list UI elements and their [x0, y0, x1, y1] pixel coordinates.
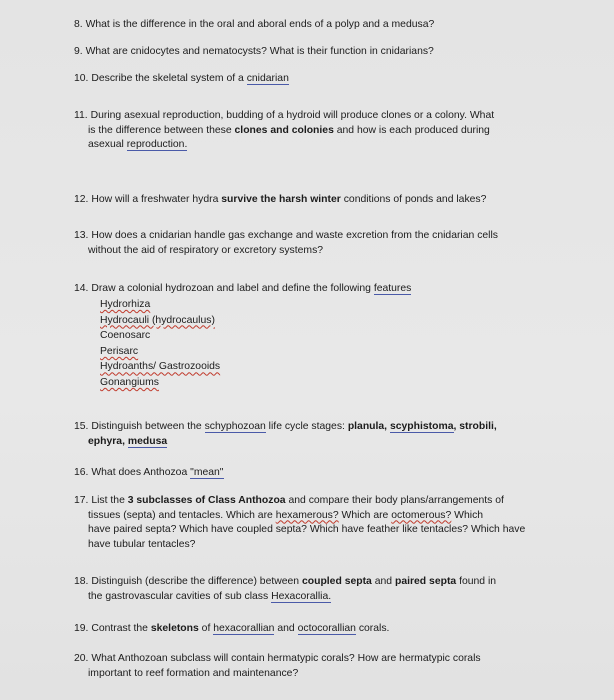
question-text: What does Anthozoa — [91, 467, 191, 478]
question-12 — [74, 193, 574, 208]
question-text-line1: What Anthozoan subclass will contain hermatypic corals? How are hermatypic corals — [91, 653, 481, 664]
question-9 — [74, 45, 574, 60]
hyperlink-cnidarian[interactable]: cnidarian — [246, 73, 289, 84]
question-number: 12. — [74, 194, 89, 205]
question-text-line2: tissues (septa) and tentacles. Which are hexamerous? Which are octomerous? Which — [88, 509, 484, 521]
question-17: 17. List the 3 subclasses of Class Anthozoa and compare their body plans/arrangements of tissues (septa) and tentacles. Which are hexamerous? Which are octomerous? Which have paired septa? Which have coupled septa? Which have feather like tentacles? Which have have tubular tentacles? — [74, 494, 574, 552]
term: , strobili, — [453, 421, 497, 432]
list-item: Hydroanths/ Gastrozooids — [100, 361, 221, 373]
list-item: Hydrocauli (hydrocaulus) — [100, 314, 215, 326]
question-text: Draw a colonial hydrozoan and label and define the following — [91, 283, 374, 294]
list-item: Coenosarc — [100, 330, 151, 342]
emphasis: 3 subclasses of Class Anthozoa — [127, 495, 286, 506]
question-text-line2: without the aid of respiratory or excretory systems? — [88, 244, 324, 256]
hyperlink-octocorallian[interactable]: octocorallian — [297, 623, 356, 634]
question-number: 19. — [74, 623, 89, 634]
question-14 — [74, 282, 574, 297]
question-text: What is the difference in the oral and aboral ends of a polyp and a medusa? — [85, 19, 435, 30]
question-number: 16. — [74, 467, 89, 478]
question-18: 18. Distinguish (describe the difference) between coupled septa and paired septa found in the gastrovascular cavities of sub class Hexacorallia. — [74, 575, 574, 604]
question-10 — [74, 72, 574, 87]
question-text-line1: During asexual reproduction, budding of a hydroid will produce clones or a colony. What — [90, 110, 495, 121]
question-16 — [74, 466, 574, 481]
question-number: 17. — [74, 495, 89, 506]
list-item: Gonangiums — [100, 376, 159, 388]
question-number: 9. — [74, 46, 83, 57]
question-number: 8. — [74, 19, 83, 30]
question-text: life cycle stages: — [265, 421, 348, 432]
question-8 — [74, 18, 574, 33]
hyperlink-features[interactable]: features — [373, 283, 412, 294]
question-number: 20. — [74, 653, 89, 664]
question-text-line4: have tubular tentacles? — [88, 538, 196, 550]
question-text-line2: is the difference between these clones and colonies and how is each produced during — [88, 124, 490, 136]
question-number: 15. — [74, 421, 89, 432]
question-number: 14. — [74, 283, 89, 294]
list-item: Perisarc — [100, 345, 139, 357]
question-text: conditions of ponds and lakes? — [340, 194, 487, 205]
question-text-line1: How does a cnidarian handle gas exchange and waste excretion from the cnidarian cells — [91, 230, 498, 241]
question-text: What are cnidocytes and nematocysts? What is their function in cnidarians? — [85, 46, 434, 57]
question-number: 11. — [74, 110, 88, 121]
question-19: 19. Contrast the skeletons of hexacorallian and octocorallian corals. — [74, 623, 390, 634]
question-text: How will a freshwater hydra — [91, 194, 222, 205]
question-20 — [74, 652, 574, 681]
hyperlink-reproduction[interactable]: reproduction. — [126, 139, 188, 150]
hyperlink-schyphozoan[interactable]: schyphozoan — [204, 421, 266, 432]
question-text-line2: important to reef formation and maintenance? — [88, 667, 299, 679]
hyperlink-hexacorallia[interactable]: Hexacorallia. — [271, 590, 332, 602]
question-text-line2: ephyra, medusa — [88, 435, 168, 447]
question-text-line3: have paired septa? Which have coupled septa? Which have feather like tentacles? Which have — [88, 524, 526, 535]
term: planula, — [347, 421, 390, 432]
question-11 — [74, 109, 574, 153]
question-text-line3: asexual reproduction. — [88, 139, 188, 150]
emphasis: survive the harsh winter — [221, 194, 341, 205]
question-15 — [74, 420, 574, 449]
hyperlink-scyphistoma[interactable]: scyphistoma — [389, 421, 454, 432]
hyperlink-mean[interactable]: "mean" — [190, 467, 224, 478]
question-text: Describe the skeletal system of a — [91, 73, 244, 84]
list-item: Hydrorhiza — [100, 299, 151, 310]
question-number: 18. — [74, 576, 89, 587]
feature-list — [100, 297, 220, 391]
hyperlink-hexacorallian[interactable]: hexacorallian — [213, 623, 275, 634]
question-text-line2: the gastrovascular cavities of sub class Hexacorallia. — [88, 590, 332, 602]
question-number: 13. — [74, 230, 89, 241]
question-text: Distinguish between the — [91, 421, 205, 432]
question-number: 10. — [74, 73, 89, 84]
hyperlink-medusa[interactable]: medusa — [127, 435, 168, 447]
question-13 — [74, 229, 574, 258]
